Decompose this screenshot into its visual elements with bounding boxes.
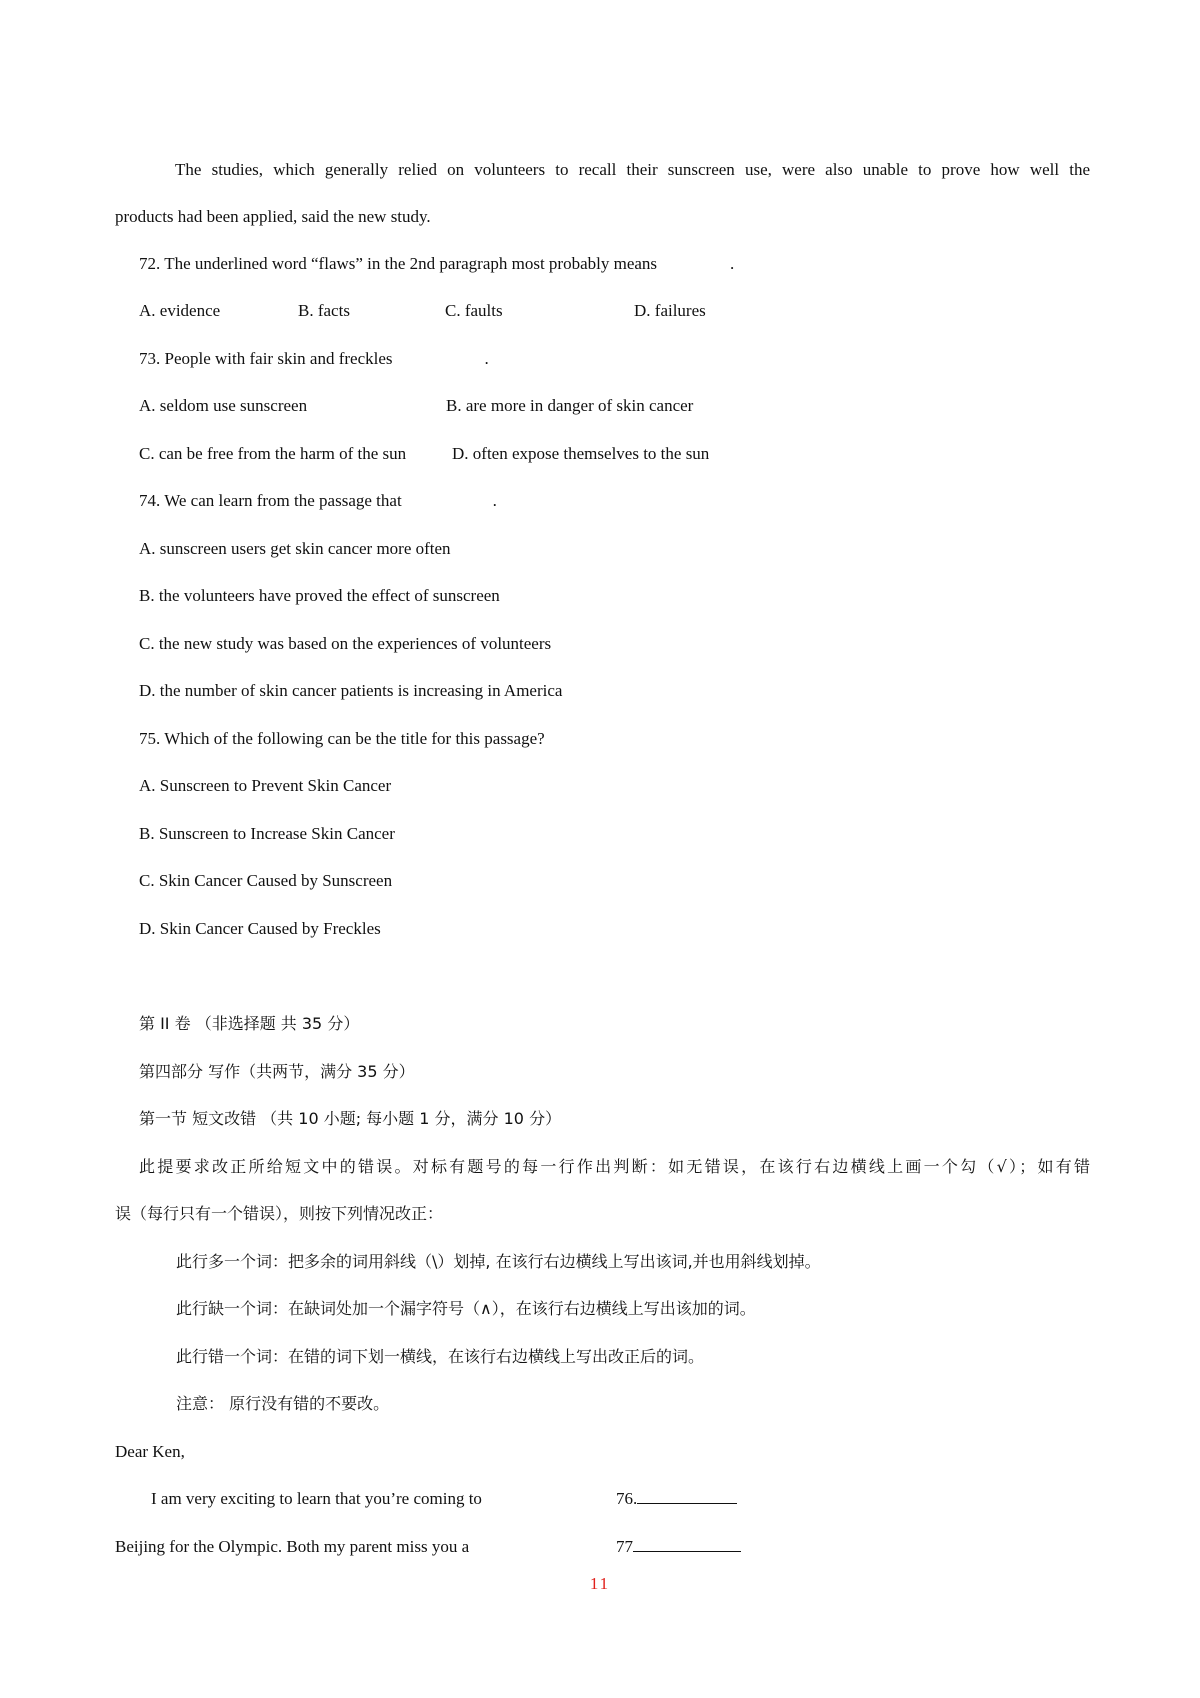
part-heading: 第四部分 写作（共两节，满分 35 分）: [139, 1062, 415, 1081]
question-72-stem: [139, 254, 734, 274]
question-73-stem: [139, 349, 489, 369]
question-73-option-b: B. are more in danger of skin cancer: [446, 396, 694, 415]
question-75-option-d: D. Skin Cancer Caused by Freckles: [139, 919, 381, 938]
question-75-option-a: A. Sunscreen to Prevent Skin Cancer: [139, 776, 392, 795]
question-74-end: .: [492, 491, 497, 510]
letter-salutation: Dear Ken,: [115, 1442, 185, 1461]
question-72-end: .: [730, 254, 735, 273]
question-72-option-a: A. evidence: [139, 301, 221, 320]
answer-76-blank[interactable]: [637, 1489, 737, 1504]
question-73-option-c: C. can be free from the harm of the sun: [139, 444, 407, 463]
question-75-stem: 75. Which of the following can be the title for this passage?: [139, 729, 545, 748]
question-72-option-d: D. failures: [634, 301, 706, 320]
question-74-stem: [139, 491, 497, 511]
question-73-end: .: [484, 349, 489, 368]
question-73-option-a: A. seldom use sunscreen: [139, 396, 308, 415]
rule-extra-word: 此行多一个词：把多余的词用斜线（\）划掉, 在该行右边横线上写出该词,并也用斜线划掉。: [176, 1252, 821, 1271]
question-74-option-c: C. the new study was based on the experiences of volunteers: [139, 634, 552, 653]
page-number: 11: [589, 1574, 611, 1593]
answer-77-number: 77: [616, 1537, 633, 1556]
answer-76: [616, 1489, 737, 1509]
volume-heading: 第 II 卷 （非选择题 共 35 分）: [139, 1014, 360, 1033]
question-74-option-a: A. sunscreen users get skin cancer more often: [139, 539, 451, 558]
answer-77: [616, 1537, 741, 1557]
rule-missing-word: 此行缺一个词：在缺词处加一个漏字符号（∧），在该行右边横线上写出该加的词。: [176, 1299, 756, 1318]
question-74-option-b: B. the volunteers have proved the effect of sunscreen: [139, 586, 500, 605]
answer-76-number: 76.: [616, 1489, 638, 1508]
question-75-option-c: C. Skin Cancer Caused by Sunscreen: [139, 871, 393, 890]
question-73-text: 73. People with fair skin and freckles: [139, 349, 393, 368]
note: 注意： 原行没有错的不要改。: [176, 1394, 390, 1413]
question-72-text: 72. The underlined word “flaws” in the 2nd paragraph most probably means: [139, 254, 658, 273]
question-74-text: 74. We can learn from the passage that: [139, 491, 402, 510]
answer-77-blank[interactable]: [633, 1537, 741, 1552]
question-73-option-d: D. often expose themselves to the sun: [452, 444, 710, 463]
question-75-option-b: B. Sunscreen to Increase Skin Cancer: [139, 824, 395, 843]
question-74-option-d: D. the number of skin cancer patients is increasing in America: [139, 681, 563, 700]
letter-line-77: Beijing for the Olympic. Both my parent miss you a: [115, 1537, 470, 1556]
passage-line-2: products had been applied, said the new study.: [115, 207, 431, 226]
question-72-option-c: C. faults: [445, 301, 503, 320]
instructions-line-1: 此提要求改正所给短文中的错误。对标有题号的每一行作出判断：如无错误，在该行右边横线上画一个勾（√）；如有错: [139, 1157, 1090, 1176]
section-heading: 第一节 短文改错 （共 10 小题; 每小题 1 分，满分 10 分）: [139, 1109, 562, 1128]
question-72-option-b: B. facts: [298, 301, 350, 320]
letter-line-76: I am very exciting to learn that you’re coming to: [151, 1489, 482, 1508]
instructions-line-2: 误（每行只有一个错误），则按下列情况改正：: [115, 1204, 444, 1223]
rule-wrong-word: 此行错一个词：在错的词下划一横线，在该行右边横线上写出改正后的词。: [176, 1347, 705, 1366]
passage-line-1: The studies, which generally relied on volunteers to recall their sunscreen use, were also unable to prove how well the: [175, 160, 1090, 179]
